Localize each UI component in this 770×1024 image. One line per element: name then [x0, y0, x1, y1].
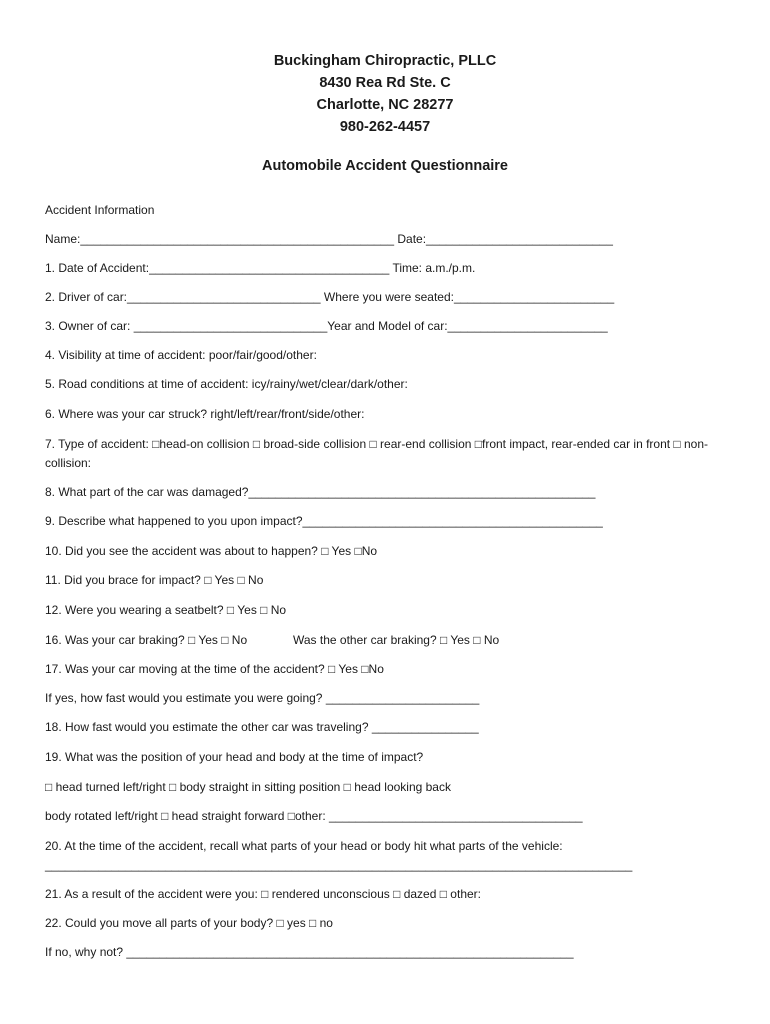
- clinic-city: Charlotte, NC 28277: [316, 97, 454, 113]
- impact-description-field[interactable]: 9. Describe what happened to you upon impact?_____________________________________________: [45, 514, 603, 528]
- question-saw-accident[interactable]: 10. Did you see the accident was about to happen? □ Yes □No: [45, 544, 378, 558]
- body-position-options[interactable]: body rotated left/right □ head straight forward □other: ______________________________________: [45, 809, 583, 823]
- other-car-speed-field[interactable]: 18. How fast would you estimate the other car was traveling? ________________: [45, 720, 479, 734]
- question-other-car-braking[interactable]: Was the other car braking? □ Yes □ No: [293, 633, 500, 647]
- question-car-braking[interactable]: 16. Was your car braking? □ Yes □ No: [45, 633, 248, 647]
- clinic-name: Buckingham Chiropractic, PLLC: [273, 53, 497, 69]
- clinic-street: 8430 Rea Rd Ste. C: [319, 75, 451, 91]
- question-body-hit: 20. At the time of the accident, recall what parts of your head or body hit what parts of the vehicle:: [45, 839, 563, 853]
- question-brace[interactable]: 11. Did you brace for impact? □ Yes □ No: [45, 573, 264, 587]
- date-of-accident-field[interactable]: 1. Date of Accident:____________________________________ Time: a.m./p.m.: [45, 261, 476, 275]
- driver-of-car-field[interactable]: 2. Driver of car:_____________________________ Where you were seated:________________________: [45, 290, 615, 304]
- question-visibility: 4. Visibility at time of accident: poor/fair/good/other:: [45, 348, 317, 362]
- name-date-field[interactable]: Name:_______________________________________________ Date:____________________________: [45, 232, 613, 246]
- question-head-position: 19. What was the position of your head and body at the time of impact?: [45, 750, 424, 764]
- question-car-moving[interactable]: 17. Was your car moving at the time of the accident? □ Yes □No: [45, 662, 384, 676]
- speed-estimate-field[interactable]: If yes, how fast would you estimate you were going? _______________________: [45, 691, 480, 705]
- car-damage-field[interactable]: 8. What part of the car was damaged?____________________________________________________: [45, 485, 596, 499]
- why-not-field[interactable]: If no, why not? ___________________________________________________________________: [45, 945, 574, 959]
- clinic-header: [0, 50, 770, 138]
- question-where-struck: 6. Where was your car struck? right/left/rear/front/side/other:: [45, 407, 365, 421]
- owner-of-car-field[interactable]: 3. Owner of car: _____________________________Year and Model of car:________________________: [45, 319, 608, 333]
- clinic-phone: 980-262-4457: [339, 119, 431, 135]
- question-seatbelt[interactable]: 12. Were you wearing a seatbelt? □ Yes □ No: [45, 603, 287, 617]
- form-title: Automobile Accident Questionnaire: [262, 158, 508, 174]
- body-hit-field[interactable]: ________________________________________________________________________________________: [45, 858, 633, 872]
- section-heading: Accident Information: [45, 203, 155, 217]
- question-move-body[interactable]: 22. Could you move all parts of your body? □ yes □ no: [45, 916, 333, 930]
- head-position-options[interactable]: □ head turned left/right □ body straight in sitting position □ head looking back: [45, 780, 451, 794]
- question-road-conditions: 5. Road conditions at time of accident: icy/rainy/wet/clear/dark/other:: [45, 377, 408, 391]
- question-result-of-accident[interactable]: 21. As a result of the accident were you: □ rendered unconscious □ dazed □ other:: [45, 887, 481, 901]
- question-type-of-accident[interactable]: 7. Type of accident: □head-on collision □ broad-side collision □ rear-end collision □front impact, rear-ended car in front □ non-collision:: [45, 437, 709, 470]
